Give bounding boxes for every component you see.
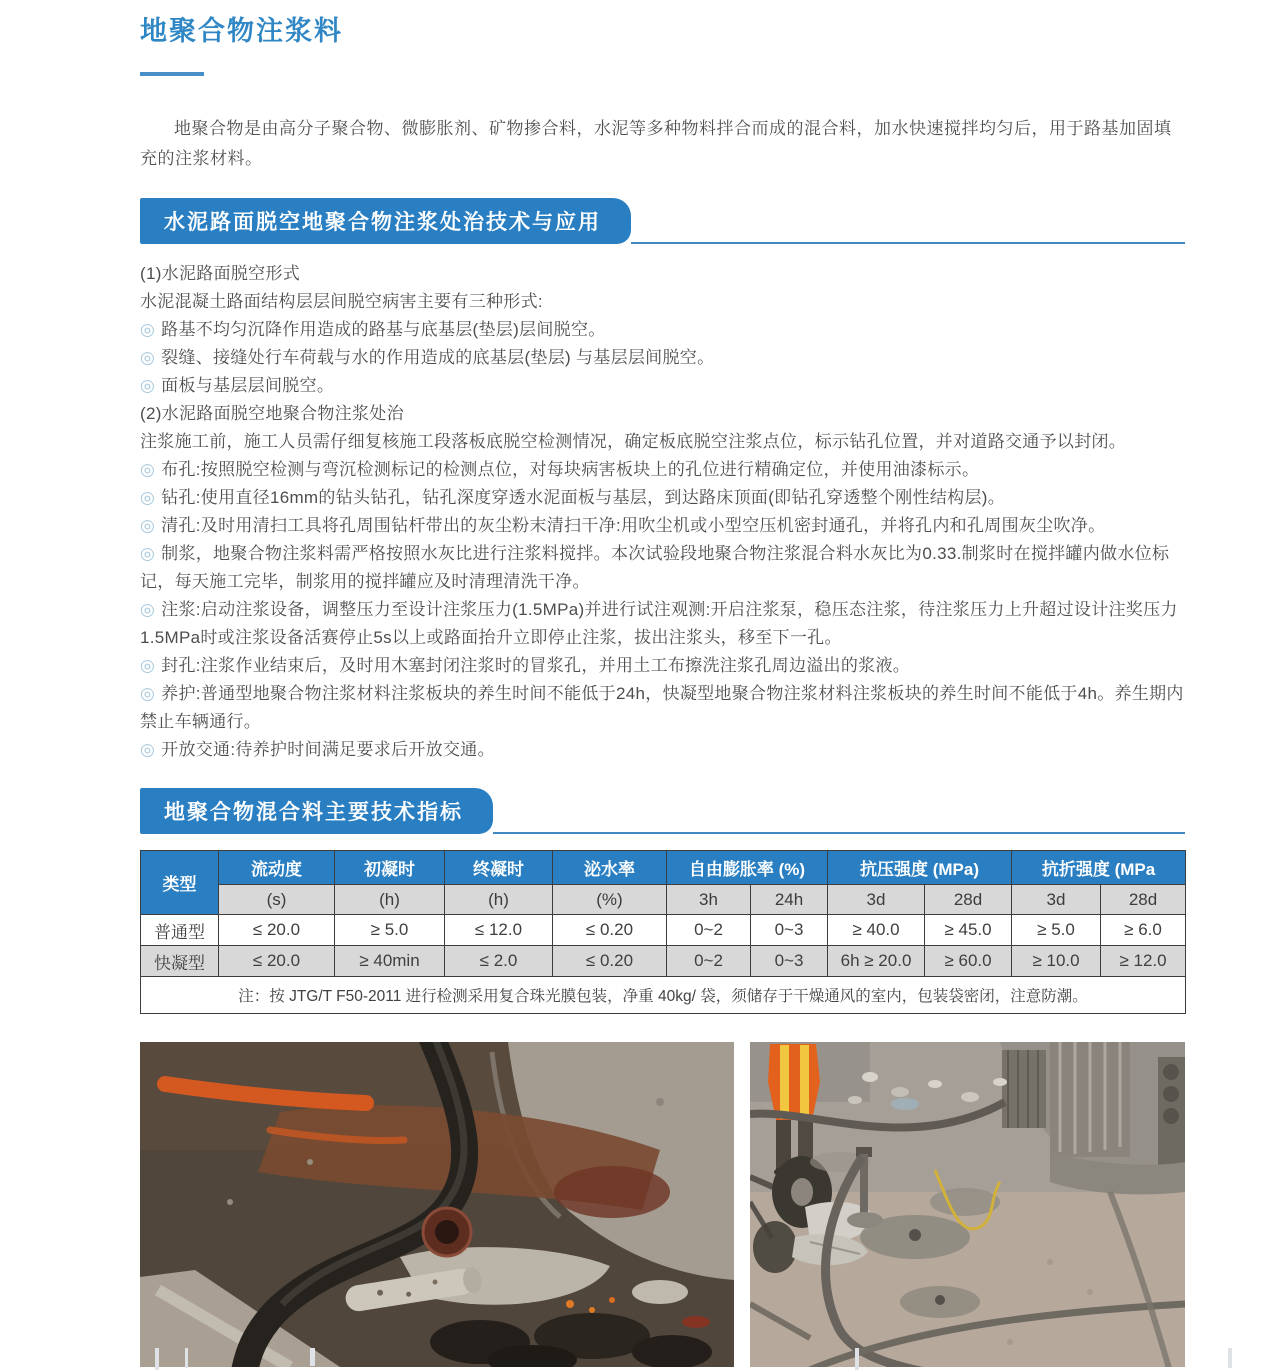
- paragraph: [140, 428, 1185, 456]
- spec-table: [140, 850, 1186, 1014]
- paragraph: [140, 316, 1185, 344]
- grout-hole-photo-illustration: [140, 1042, 734, 1367]
- ring-bullet-icon: ◎: [140, 544, 156, 563]
- table-row: [141, 946, 1186, 977]
- table-cell: ≥ 5.0: [1012, 915, 1101, 946]
- table-group-header: 自由膨胀率 (%): [667, 851, 828, 885]
- table-row: [141, 915, 1186, 946]
- ring-bullet-icon: ◎: [140, 516, 156, 535]
- table-sub-header: (h): [445, 885, 553, 915]
- paragraph-text: (1)水泥路面脱空形式: [140, 264, 301, 283]
- paragraph: [140, 596, 1185, 652]
- paragraph: [140, 736, 1185, 764]
- table-sub-header: 24h: [751, 885, 828, 915]
- paragraph: [140, 652, 1185, 680]
- table-note: 注：按 JTG/T F50-2011 进行检测采用复合珠光膜包装，净重 40kg/ 袋，须储存于干燥通风的室内，包装袋密闭，注意防潮。: [141, 977, 1186, 1014]
- table-cell: ≤ 2.0: [445, 946, 553, 977]
- paragraph-text: (2)水泥路面脱空地聚合物注浆处治: [140, 404, 404, 423]
- section2-banner-underline: [493, 832, 1185, 834]
- table-sub-header: 28d: [925, 885, 1012, 915]
- paragraph: [140, 484, 1185, 512]
- paragraph: [140, 260, 1185, 288]
- ring-bullet-icon: ◎: [140, 460, 156, 479]
- paragraph: [140, 372, 1185, 400]
- ring-bullet-icon: ◎: [140, 740, 156, 759]
- table-note-row: [141, 977, 1186, 1014]
- paragraph-text: 封孔:注浆作业结束后，及时用木塞封闭注浆时的冒浆孔，并用土工布擦洗注浆孔周边溢出的浆液。: [161, 656, 911, 675]
- paragraph: [140, 400, 1185, 428]
- title-underline: [140, 72, 204, 76]
- scan-artifact-line: [855, 1348, 859, 1370]
- table-cell: 0~3: [751, 915, 828, 946]
- scan-artifacts: [140, 1348, 1185, 1372]
- scan-artifact-line: [1228, 1348, 1232, 1368]
- table-cell: ≤ 0.20: [553, 946, 667, 977]
- table-group-header: 抗压强度 (MPa): [828, 851, 1012, 885]
- paragraph: [140, 512, 1185, 540]
- table-row-type: 快凝型: [141, 946, 219, 977]
- paragraph-text: 裂缝、接缝处行车荷载与水的作用造成的底基层(垫层) 与基层层间脱空。: [161, 348, 715, 367]
- table-group-header: 抗折强度 (MPa: [1012, 851, 1186, 885]
- ring-bullet-icon: ◎: [140, 684, 156, 703]
- table-cell: ≥ 40min: [335, 946, 445, 977]
- section1-paragraphs: [140, 260, 1185, 764]
- table-sub-header: (h): [335, 885, 445, 915]
- table-row-type: 普通型: [141, 915, 219, 946]
- photo-row: [140, 1042, 1185, 1367]
- table-cell: 0~2: [667, 915, 751, 946]
- ring-bullet-icon: ◎: [140, 320, 156, 339]
- ring-bullet-icon: ◎: [140, 656, 156, 675]
- table-sub-header: 3d: [1012, 885, 1101, 915]
- table-cell: ≥ 40.0: [828, 915, 925, 946]
- table-cell: ≥ 60.0: [925, 946, 1012, 977]
- table-cell: ≤ 20.0: [219, 915, 335, 946]
- section1-banner-underline: [631, 242, 1185, 244]
- paragraph-text: 制浆，地聚合物注浆料需严格按照水灰比进行注浆料搅拌。本次试验段地聚合物注浆混合料水灰比为0.33.制浆时在搅拌罐内做水位标记，每天施工完毕，制浆用的搅拌罐应及时清理清洗干净。: [140, 544, 1170, 591]
- page-title: 地聚合物注浆料: [140, 16, 343, 46]
- table-corner-header: 类型: [141, 851, 219, 915]
- scan-artifact-line: [310, 1348, 315, 1366]
- table-cell: ≥ 5.0: [335, 915, 445, 946]
- table-cell: ≥ 45.0: [925, 915, 1012, 946]
- table-cell: ≥ 6.0: [1101, 915, 1186, 946]
- table-cell: ≥ 12.0: [1101, 946, 1186, 977]
- section1-banner: 水泥路面脱空地聚合物注浆处治技术与应用: [140, 198, 631, 244]
- table-sub-header: 28d: [1101, 885, 1186, 915]
- ring-bullet-icon: ◎: [140, 376, 156, 395]
- paragraph-text: 水泥混凝土路面结构层层间脱空病害主要有三种形式:: [140, 292, 543, 311]
- page-content: [140, 0, 1185, 1367]
- ring-bullet-icon: ◎: [140, 348, 156, 367]
- paragraph-text: 注浆:启动注浆设备，调整压力至设计注浆压力(1.5MPa)并进行试注观测:开启注浆泵，稳压态注浆，待注浆压力上升超过设计注奖压力1.5MPa时或注浆设备活赛停止5s以上或路面抬升立即停止注浆，拔出注浆头，移至下一孔。: [140, 600, 1178, 647]
- grouting-worksite-photo-illustration: [750, 1042, 1185, 1367]
- table-cell: ≤ 12.0: [445, 915, 553, 946]
- table-group-header: 流动度: [219, 851, 335, 885]
- table-sub-header: 3d: [828, 885, 925, 915]
- photo-grout-hole-with-hose: [140, 1042, 734, 1367]
- photo-grouting-worksite: [750, 1042, 1185, 1367]
- paragraph: [140, 680, 1185, 736]
- paragraph-text: 布孔:按照脱空检测与弯沉检测标记的检测点位，对每块病害板块上的孔位进行精确定位，并使用油漆标示。: [161, 460, 980, 479]
- paragraph: [140, 344, 1185, 372]
- paragraph: [140, 540, 1185, 596]
- table-sub-header: (%): [553, 885, 667, 915]
- table-cell: ≥ 10.0: [1012, 946, 1101, 977]
- table-sub-header: (s): [219, 885, 335, 915]
- paragraph: [140, 456, 1185, 484]
- paragraph-text: 钻孔:使用直径16mm的钻头钻孔，钻孔深度穿透水泥面板与基层，到达路床顶面(即钻孔穿透整个刚性结构层)。: [161, 488, 1006, 507]
- table-cell: ≤ 20.0: [219, 946, 335, 977]
- paragraph-text: 路基不均匀沉降作用造成的路基与底基层(垫层)层间脱空。: [161, 320, 606, 339]
- scan-artifact-line: [185, 1348, 188, 1368]
- scan-artifact-line: [155, 1348, 159, 1370]
- paragraph: [140, 288, 1185, 316]
- section2-header: [140, 788, 1185, 834]
- table-cell: ≤ 0.20: [553, 915, 667, 946]
- section1-header: [140, 198, 1185, 244]
- table-group-header: 泌水率: [553, 851, 667, 885]
- table-group-header: 终凝时: [445, 851, 553, 885]
- paragraph-text: 清孔:及时用清扫工具将孔周围钻杆带出的灰尘粉末清扫干净:用吹尘机或小型空压机密封通孔，并将孔内和孔周围灰尘吹净。: [161, 516, 1106, 535]
- table-group-header: 初凝时: [335, 851, 445, 885]
- table-sub-header: 3h: [667, 885, 751, 915]
- intro-paragraph: 地聚合物是由高分子聚合物、微膨胀剂、矿物掺合料，水泥等多种物料拌合而成的混合料，加水快速搅拌均匀后，用于路基加固填充的注浆材料。: [140, 119, 1172, 168]
- paragraph-text: 注浆施工前，施工人员需仔细复核施工段落板底脱空检测情况，确定板底脱空注浆点位，标示钻孔位置，并对道路交通予以封闭。: [140, 432, 1127, 451]
- section2-banner: 地聚合物混合料主要技术指标: [140, 788, 493, 834]
- paragraph-text: 面板与基层层间脱空。: [161, 376, 335, 395]
- paragraph-text: 开放交通:待养护时间满足要求后开放交通。: [161, 740, 495, 759]
- ring-bullet-icon: ◎: [140, 488, 156, 507]
- table-cell: 0~2: [667, 946, 751, 977]
- table-cell: 6h ≥ 20.0: [828, 946, 925, 977]
- table-cell: 0~3: [751, 946, 828, 977]
- ring-bullet-icon: ◎: [140, 600, 156, 619]
- paragraph-text: 养护:普通型地聚合物注浆材料注浆板块的养生时间不能低于24h，快凝型地聚合物注浆材料注浆板块的养生时间不能低于4h。养生期内禁止车辆通行。: [140, 684, 1184, 731]
